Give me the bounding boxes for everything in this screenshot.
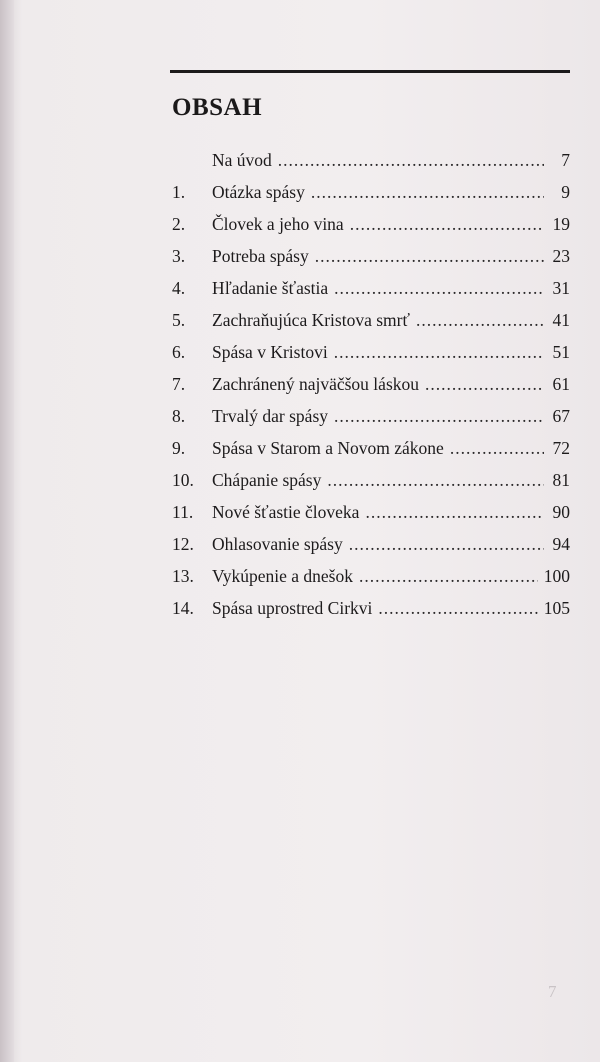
toc-entry-3 xyxy=(172,246,570,278)
toc-number: 11. xyxy=(172,502,194,522)
toc-title: Spása uprostred Cirkvi xyxy=(212,598,373,618)
toc-title: Nové šťastie človeka xyxy=(212,502,360,522)
toc-page-number: 7 xyxy=(561,150,570,170)
dot-leader xyxy=(359,566,538,587)
toc-number: 9. xyxy=(172,438,186,458)
toc-number: 3. xyxy=(172,246,186,266)
dot-leader xyxy=(450,438,544,459)
toc-page-number: 41 xyxy=(552,310,570,330)
toc-title: Ohlasovanie spásy xyxy=(212,534,343,554)
toc-page-number: 72 xyxy=(552,438,570,458)
toc-page-number: 31 xyxy=(552,278,570,298)
dot-leader xyxy=(378,598,537,619)
toc-number: 8. xyxy=(172,406,186,426)
toc-entry-12 xyxy=(172,534,570,566)
toc-title: Človek a jeho vina xyxy=(212,214,344,234)
toc-entry-13 xyxy=(172,566,570,598)
toc-entry-14 xyxy=(172,598,570,630)
toc-entry-8 xyxy=(172,406,570,438)
toc-title: Trvalý dar spásy xyxy=(212,406,329,426)
dot-leader xyxy=(311,182,544,203)
toc-page-number: 51 xyxy=(552,342,570,362)
dot-leader xyxy=(349,534,544,555)
toc-title: Vykúpenie a dnešok xyxy=(212,566,353,586)
toc-title: Na úvod xyxy=(212,150,272,170)
top-rule xyxy=(170,70,570,73)
toc-page-number: 61 xyxy=(552,374,570,394)
toc-entry-9 xyxy=(172,438,570,470)
toc-page-number: 81 xyxy=(552,470,570,490)
dot-leader xyxy=(315,246,544,267)
toc-number: 13. xyxy=(172,566,194,586)
toc-title: Zachránený najväčšou láskou xyxy=(212,374,420,394)
dot-leader xyxy=(334,406,544,427)
toc-entry-1 xyxy=(172,182,570,214)
toc-title: Spása v Kristovi xyxy=(212,342,328,362)
page-edge-shadow xyxy=(0,0,14,1062)
toc-entry-10 xyxy=(172,470,570,502)
toc-number: 7. xyxy=(172,374,186,394)
toc-entry-2 xyxy=(172,214,570,246)
toc-entry-6 xyxy=(172,342,570,374)
dot-leader xyxy=(334,278,544,299)
page-folio: 7 xyxy=(548,982,557,1001)
toc-title: Zachraňujúca Kristova smrť xyxy=(212,310,410,330)
toc-title: Spása v Starom a Novom zákone xyxy=(212,438,444,458)
table-of-contents xyxy=(172,150,570,630)
toc-page-number: 105 xyxy=(543,598,570,618)
dot-leader xyxy=(350,214,544,235)
contents-heading: OBSAH xyxy=(172,94,263,121)
toc-number: 1. xyxy=(172,182,186,202)
toc-page-number: 90 xyxy=(552,502,570,522)
toc-entry-4 xyxy=(172,278,570,310)
toc-page-number: 23 xyxy=(552,246,570,266)
dot-leader xyxy=(365,502,544,523)
dot-leader xyxy=(334,342,544,363)
toc-entry-11 xyxy=(172,502,570,534)
toc-entry-5 xyxy=(172,310,570,342)
toc-title: Otázka spásy xyxy=(212,182,305,202)
dot-leader xyxy=(425,374,544,395)
toc-number: 10. xyxy=(172,470,194,490)
toc-title: Hľadanie šťastia xyxy=(212,278,329,298)
toc-title: Potreba spásy xyxy=(212,246,309,266)
toc-page-number: 100 xyxy=(543,566,570,586)
toc-page-number: 67 xyxy=(552,406,570,426)
dot-leader xyxy=(327,470,544,491)
toc-entry-7 xyxy=(172,374,570,406)
toc-page-number: 9 xyxy=(561,182,570,202)
toc-entry-intro xyxy=(172,150,570,182)
toc-number: 14. xyxy=(172,598,194,618)
dot-leader xyxy=(416,310,544,331)
dot-leader xyxy=(278,150,544,171)
toc-number: 5. xyxy=(172,310,186,330)
toc-title: Chápanie spásy xyxy=(212,470,322,490)
toc-number: 2. xyxy=(172,214,186,234)
toc-page-number: 19 xyxy=(552,214,570,234)
toc-number: 4. xyxy=(172,278,186,298)
toc-number: 6. xyxy=(172,342,186,362)
toc-number: 12. xyxy=(172,534,194,554)
toc-page-number: 94 xyxy=(552,534,570,554)
